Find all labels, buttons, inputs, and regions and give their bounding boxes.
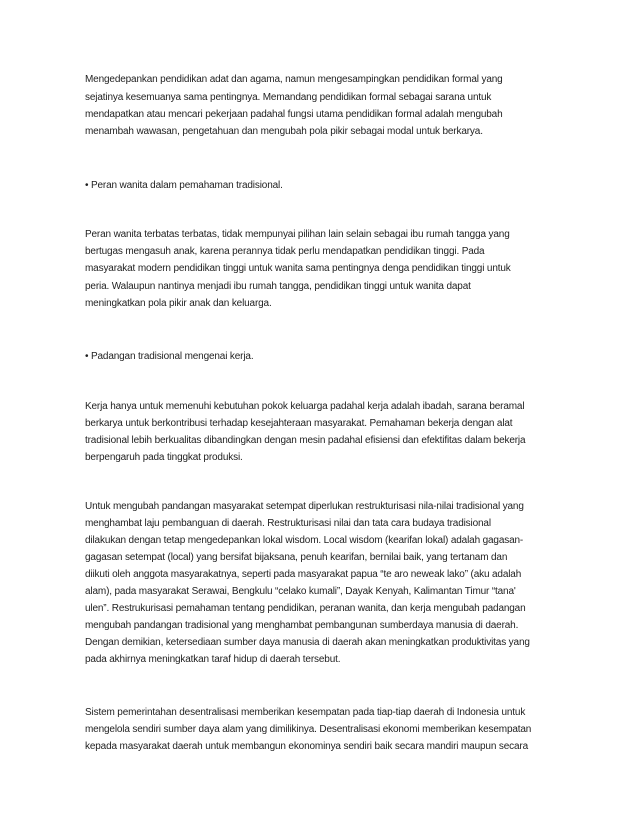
paragraph-line: Mengedepankan pendidikan adat dan agama, namun mengesampingkan pendidikan formal yang: [85, 74, 503, 85]
paragraph-line: Peran wanita terbatas terbatas, tidak mempunyai pilihan lain selain sebagai ibu rumah tangga yang: [85, 229, 510, 240]
paragraph-line: menghambat laju pembanguan di daerah. Restrukturisasi nilai dan tata cara budaya tradisional: [85, 518, 491, 529]
bullet-heading: • Peran wanita dalam pemahaman tradisional.: [85, 180, 283, 191]
paragraph-line: bertugas mengasuh anak, karena perannya tidak perlu mendapatkan pendidikan tinggi. Pada: [85, 246, 485, 257]
paragraph-line: berkarya untuk berkontribusi terhadap kesejahteraan masyarakat. Pemahaman bekerja dengan alat: [85, 418, 513, 429]
paragraph-line: berpengaruh pada tinggkat produksi.: [85, 452, 243, 463]
paragraph-line: mengelola sendiri sumber daya alam yang dimilikinya. Desentralisasi ekonomi memberikan kesempatan: [85, 724, 532, 735]
paragraph-line: diikuti oleh anggota masyarakatnya, seperti pada masyarakat papua “te aro neweak lako” (aku adalah: [85, 569, 522, 580]
paragraph-line: alam), pada masyarakat Serawai, Bengkulu “celako kumali”, Dayak Kenyah, Kalimantan Timur “tana': [85, 586, 516, 597]
paragraph-line: Untuk mengubah pandangan masyarakat setempat diperlukan restrukturisasi nila-nilai tradisional yang: [85, 501, 524, 512]
bullet-heading: • Padangan tradisional mengenai kerja.: [85, 351, 254, 362]
paragraph-line: mengubah pandangan tradisional yang menghambat pembangunan sumberdaya manusia di daerah.: [85, 620, 519, 631]
paragraph-line: pada akhirnya meningkatkan taraf hidup di daerah tersebut.: [85, 654, 341, 665]
paragraph-line: masyarakat modern pendidikan tinggi untuk wanita sama pentingnya denga pendidikan tinggi untuk: [85, 263, 511, 274]
paragraph-line: Sistem pemerintahan desentralisasi memberikan kesempatan pada tiap-tiap daerah di Indonesia untuk: [85, 707, 526, 718]
paragraph-line: sejatinya kesemuanya sama pentingnya. Memandang pendidikan formal sebagai sarana untuk: [85, 92, 492, 103]
paragraph-line: peria. Walaupun nantinya menjadi ibu rumah tangga, pendidikan tinggi untuk wanita dapat: [85, 281, 471, 292]
paragraph-line: menambah wawasan, pengetahuan dan mengubah pola pikir sebagai modal untuk berkarya.: [85, 126, 483, 137]
paragraph-line: mendapatkan atau mencari pekerjaan padahal fungsi utama pendidikan formal adalah mengubah: [85, 109, 503, 120]
paragraph-line: Dengan demikian, ketersediaan sumber daya manusia di daerah akan meningkatkan produktivitas yang: [85, 637, 530, 648]
paragraph-line: kepada masyarakat daerah untuk membangun ekonominya sendiri baik secara mandiri maupun secara: [85, 741, 528, 752]
paragraph-line: meningkatkan pola pikir anak dan keluarga.: [85, 298, 272, 309]
paragraph-line: gagasan setempat (local) yang bersifat bijaksana, penuh kearifan, bernilai baik, yang tertanam dan: [85, 552, 508, 563]
paragraph-line: dilakukan dengan tetap mengedepankan lokal wisdom. Local wisdom (kearifan lokal) adalah gagasan-: [85, 535, 524, 546]
paragraph-line: ulen”. Restrukurisasi pemahaman tentang pendidikan, peranan wanita, dan kerja mengubah padangan: [85, 603, 526, 614]
paragraph-line: Kerja hanya untuk memenuhi kebutuhan pokok keluarga padahal kerja adalah ibadah, sarana beramal: [85, 401, 525, 412]
paragraph-line: tradisional lebih berkualitas dibandingkan dengan mesin padahal efisiensi dan efektifitas dalam bekerja: [85, 435, 526, 446]
